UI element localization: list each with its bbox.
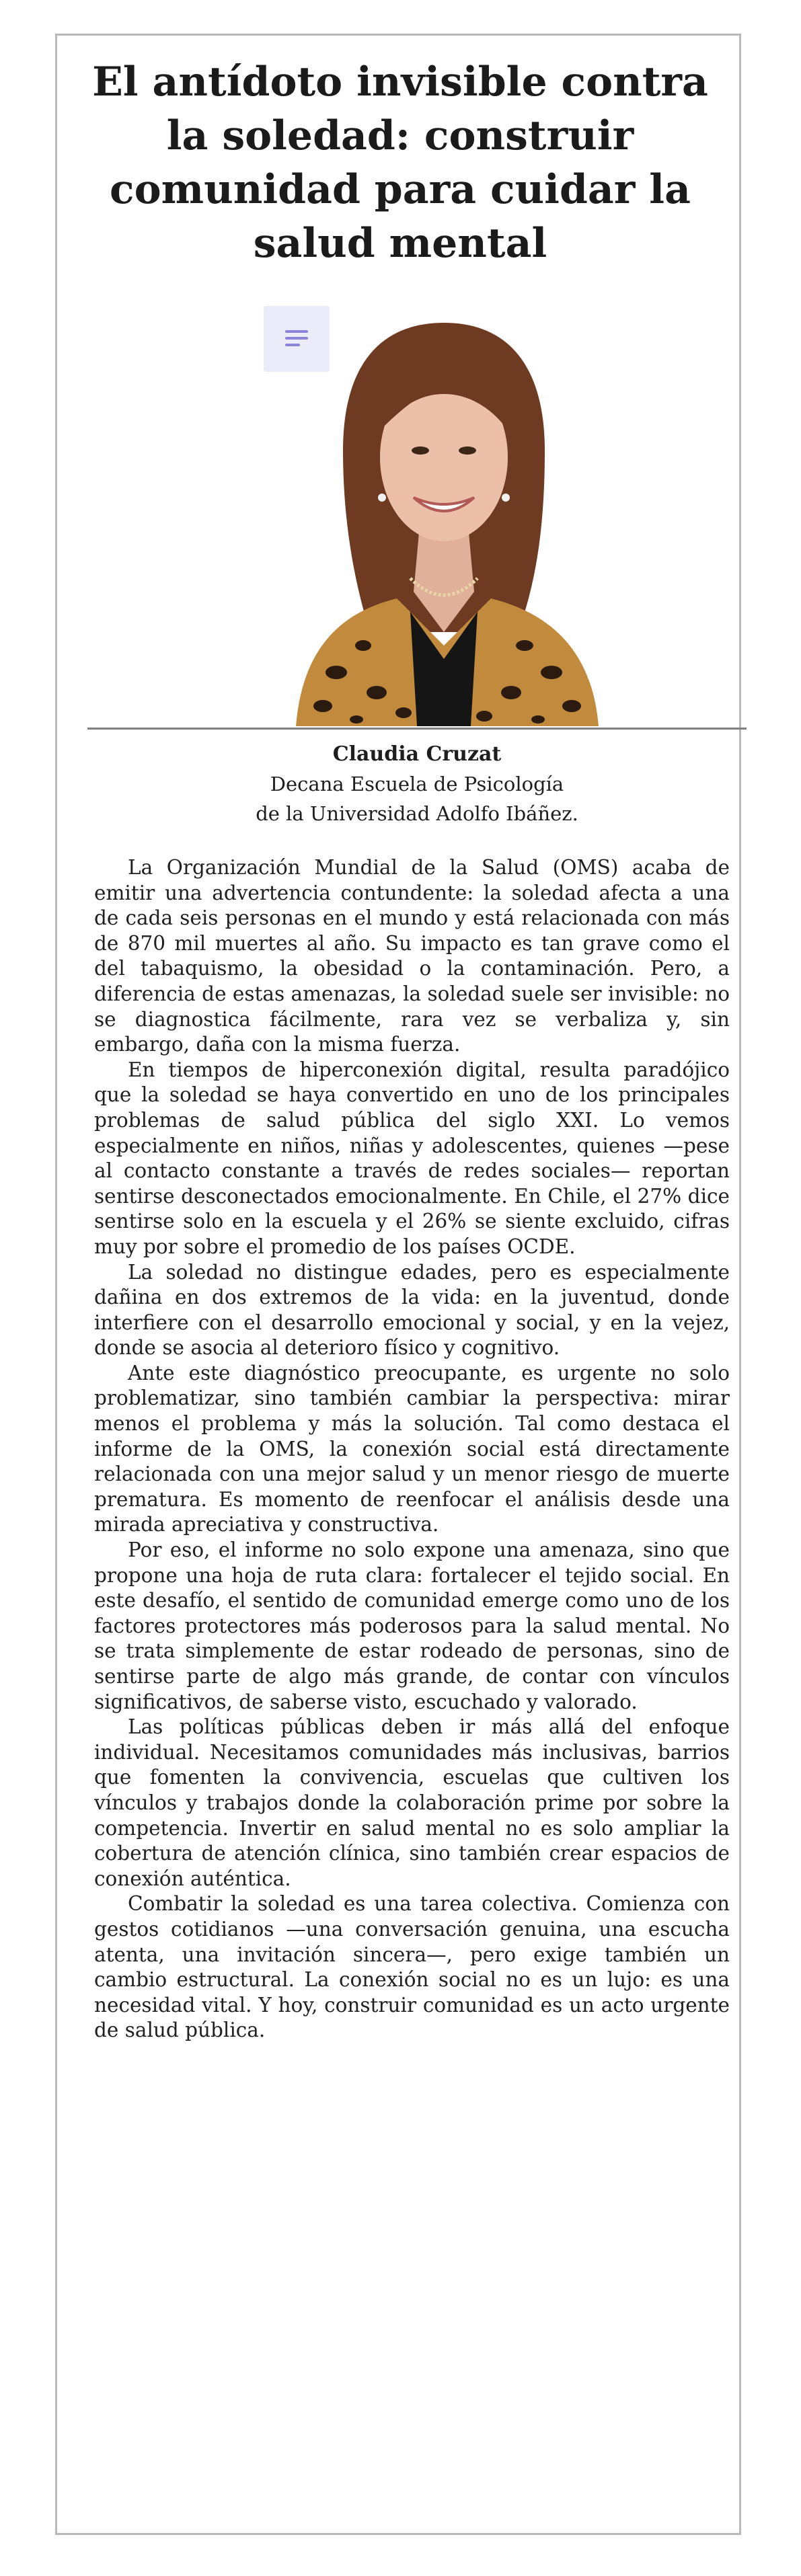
article-paragraph: Combatir la soledad es una tarea colectiva. Comienza con gestos cotidianos —una conversación genuina, una escucha atenta, una invitación sincera—, pero exige también un cambio estructural. La conexión social no es un lujo: es una necesidad vital. Y hoy, construir comunidad es un acto urgente de salud pública. xyxy=(94,1892,730,2042)
author-name: Claudia Cruzat xyxy=(332,742,502,766)
article-paragraph: En tiempos de hiperconexión digital, resulta paradójico que la soledad se haya convertido en uno de los principales problemas de salud pública del siglo XXI. Lo vemos especialmente en niños, niñas y adolescentes, quienes —pese al contacto constante a través de redes sociales— reportan sentirse desconectados emocionalmente. En Chile, el 27% dice sentirse solo en la escuela y el 26% se siente excluido, cifras muy por sobre el promedio de los países OCDE. xyxy=(94,1058,730,1258)
author-role-line-2: de la Universidad Adolfo Ibáñez. xyxy=(256,802,578,825)
article-paragraph: Ante este diagnóstico preocupante, es urgente no solo problematizar, sino también cambiar la perspectiva: mirar menos el problema y más la solución. Tal como destaca el informe de la OMS, la conexión social está directamente relacionada con una mejor salud y un menor riesgo de muerte prematura. Es momento de reenfocar el análisis desde una mirada apreciativa y constructiva. xyxy=(94,1361,730,1536)
article-paragraph: Por eso, el informe no solo expone una amenaza, sino que propone una hoja de ruta clara: fortalecer el tejido social. En este desafío, el sentido de comunidad emerge como uno de los factores protectores más poderosos para la salud mental. No se trata simplemente de estar rodeado de personas, sino de sentirse parte de algo más grande, de contar con vínculos significativos, de saberse visto, escuchado y valorado. xyxy=(94,1538,730,1713)
document-lines-icon xyxy=(264,306,330,372)
article-paragraph: La Organización Mundial de la Salud (OMS) acaba de emitir una advertencia contundente: la soledad afecta a una de cada seis personas en el mundo y está relacionada con más de 870 mil muertes al año. Su impacto es tan grave como el del tabaquismo, la obesidad o la contaminación. Pero, a diferencia de estas amenazas, la soledad suele ser invisible: no se diagnostica fácilmente, rara vez se verbaliza y, sin embargo, daña con la misma fuerza. xyxy=(94,856,730,1056)
author-role-line-1: Decana Escuela de Psicología xyxy=(270,773,564,795)
author-byline xyxy=(87,740,747,828)
byline-divider xyxy=(87,728,747,730)
article-paragraph: La soledad no distingue edades, pero es especialmente dañina en dos extremos de la vida: en la juventud, donde interfiere con el desarrollo emocional y social, y en la vejez, donde se asocia al deterioro físico y cognitivo. xyxy=(94,1260,730,1360)
article-paragraph: Las políticas públicas deben ir más allá del enfoque individual. Necesitamos comunidades más inclusivas, barrios que fomenten la convivencia, escuelas que cultiven los vínculos y trabajos donde la colaboración prime por sobre la competencia. Invertir en salud mental no es solo ampliar la cobertura de atención clínica, sino también crear espacios de conexión auténtica. xyxy=(94,1715,730,1890)
article-headline: El antídoto invisible contra la soledad: construir comunidad para cuidar la salud mental xyxy=(92,58,708,267)
article-body xyxy=(94,855,730,2043)
